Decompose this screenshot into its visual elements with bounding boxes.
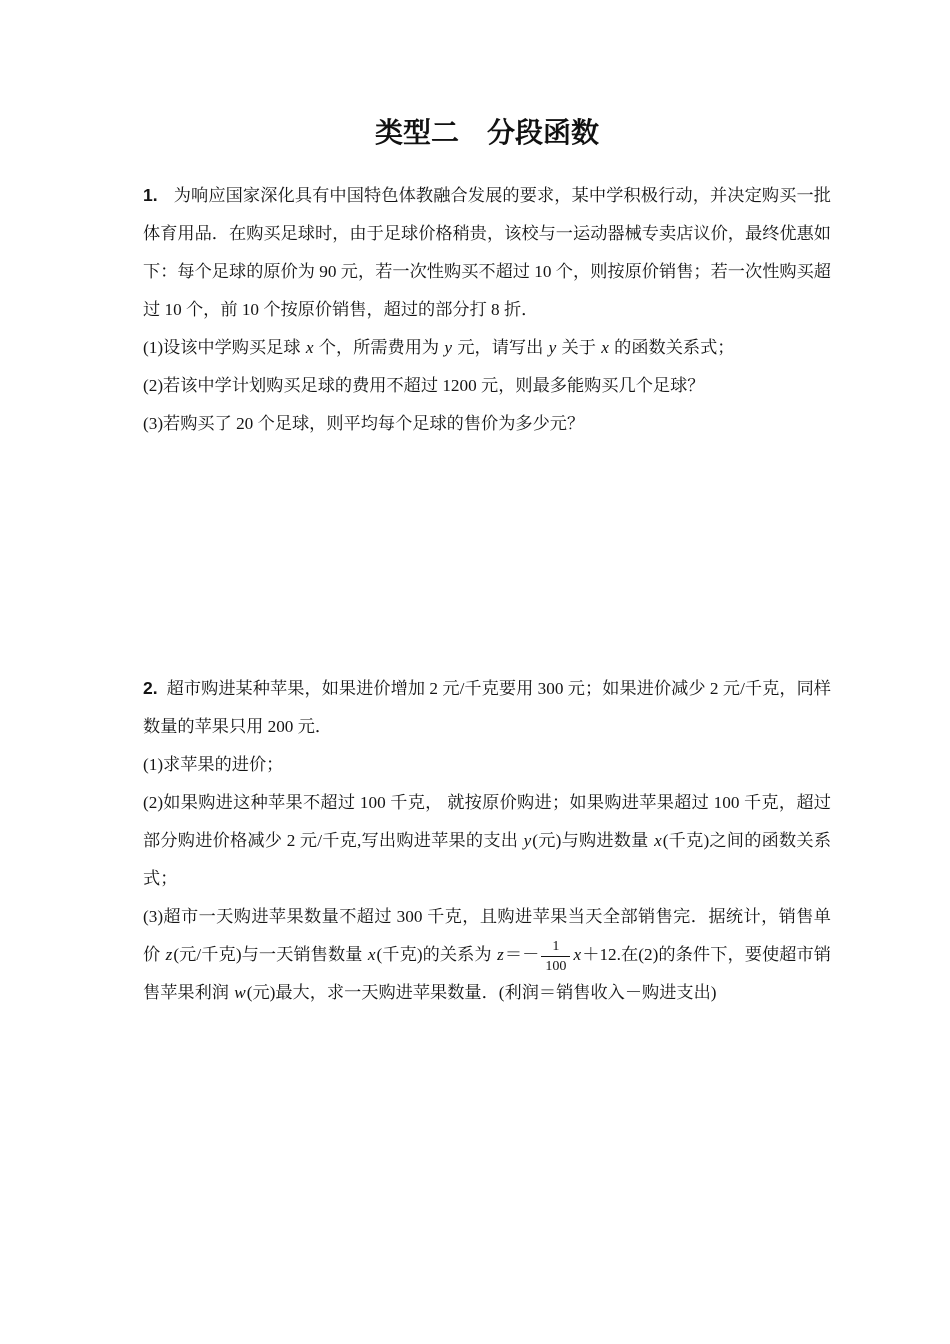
- problem-1-intro: [143, 176, 831, 329]
- problem-1-part-2: (2)若该中学计划购买足球的费用不超过 1200 元，则最多能购买几个足球？: [143, 376, 705, 395]
- fraction: $\frac{1}{100}$: [541, 938, 570, 973]
- problem-1-part-1: (1)设该中学购买足球 x 个，所需费用为 y 元，请写出 y 关于 x 的函数关系式；: [143, 338, 735, 357]
- problem-1: [143, 176, 831, 443]
- page-title: 类型二 分段函数: [374, 117, 599, 148]
- problem-1-intro-text: 为响应国家深化具有中国特色体教融合发展的要求，某中学积极行动，并决定购买一批体育用品．在购买足球时，由于足球价格稍贵，该校与一运动器械专卖店议价，最终优惠如下：每个足球的原价为 90 元，若一次性购买不超过 10 个，则按原价销售；若一次性购买超过 10 个，前 10 个按原价销售，超过的部分打 8 折．: [143, 186, 831, 319]
- problem-2-part-1: (1)求苹果的进价；: [143, 755, 284, 774]
- problem-1-part-3: (3)若购买了 20 个足球，则平均每个足球的售价为多少元？: [143, 414, 585, 433]
- problem-2-part-3: (3)超市一天购进苹果数量不超过 300 千克，且购进苹果当天全部销售完．据统计，销售单价 z(元/千克)与一天销售数量 x(千克)的关系为 z＝－ $\frac{1}{100}$ x＋12.在(2)的条件下，要使超市销售苹果利润 w(元)最大，求一天购进苹果数量．(利润＝销售收入－购进支出): [143, 907, 831, 1002]
- answer-workspace: [143, 443, 831, 669]
- problem-2-number: 2.: [143, 678, 158, 698]
- problem-2-intro: [143, 669, 831, 746]
- problem-2-intro-text: 超市购进某种苹果，如果进价增加 2 元/千克要用 300 元；如果进价减少 2 元/千克，同样数量的苹果只用 200 元．: [143, 679, 831, 736]
- problem-2: [143, 669, 831, 1012]
- problem-2-part-2: (2)如果购进这种苹果不超过 100 千克， 就按原价购进；如果购进苹果超过 100 千克，超过部分购进价格减少 2 元/千克,写出购进苹果的支出 y(元)与购进数量 x(千克)之间的函数关系式；: [143, 793, 832, 888]
- document-body: [143, 176, 831, 1012]
- problem-1-number: 1.: [143, 185, 158, 205]
